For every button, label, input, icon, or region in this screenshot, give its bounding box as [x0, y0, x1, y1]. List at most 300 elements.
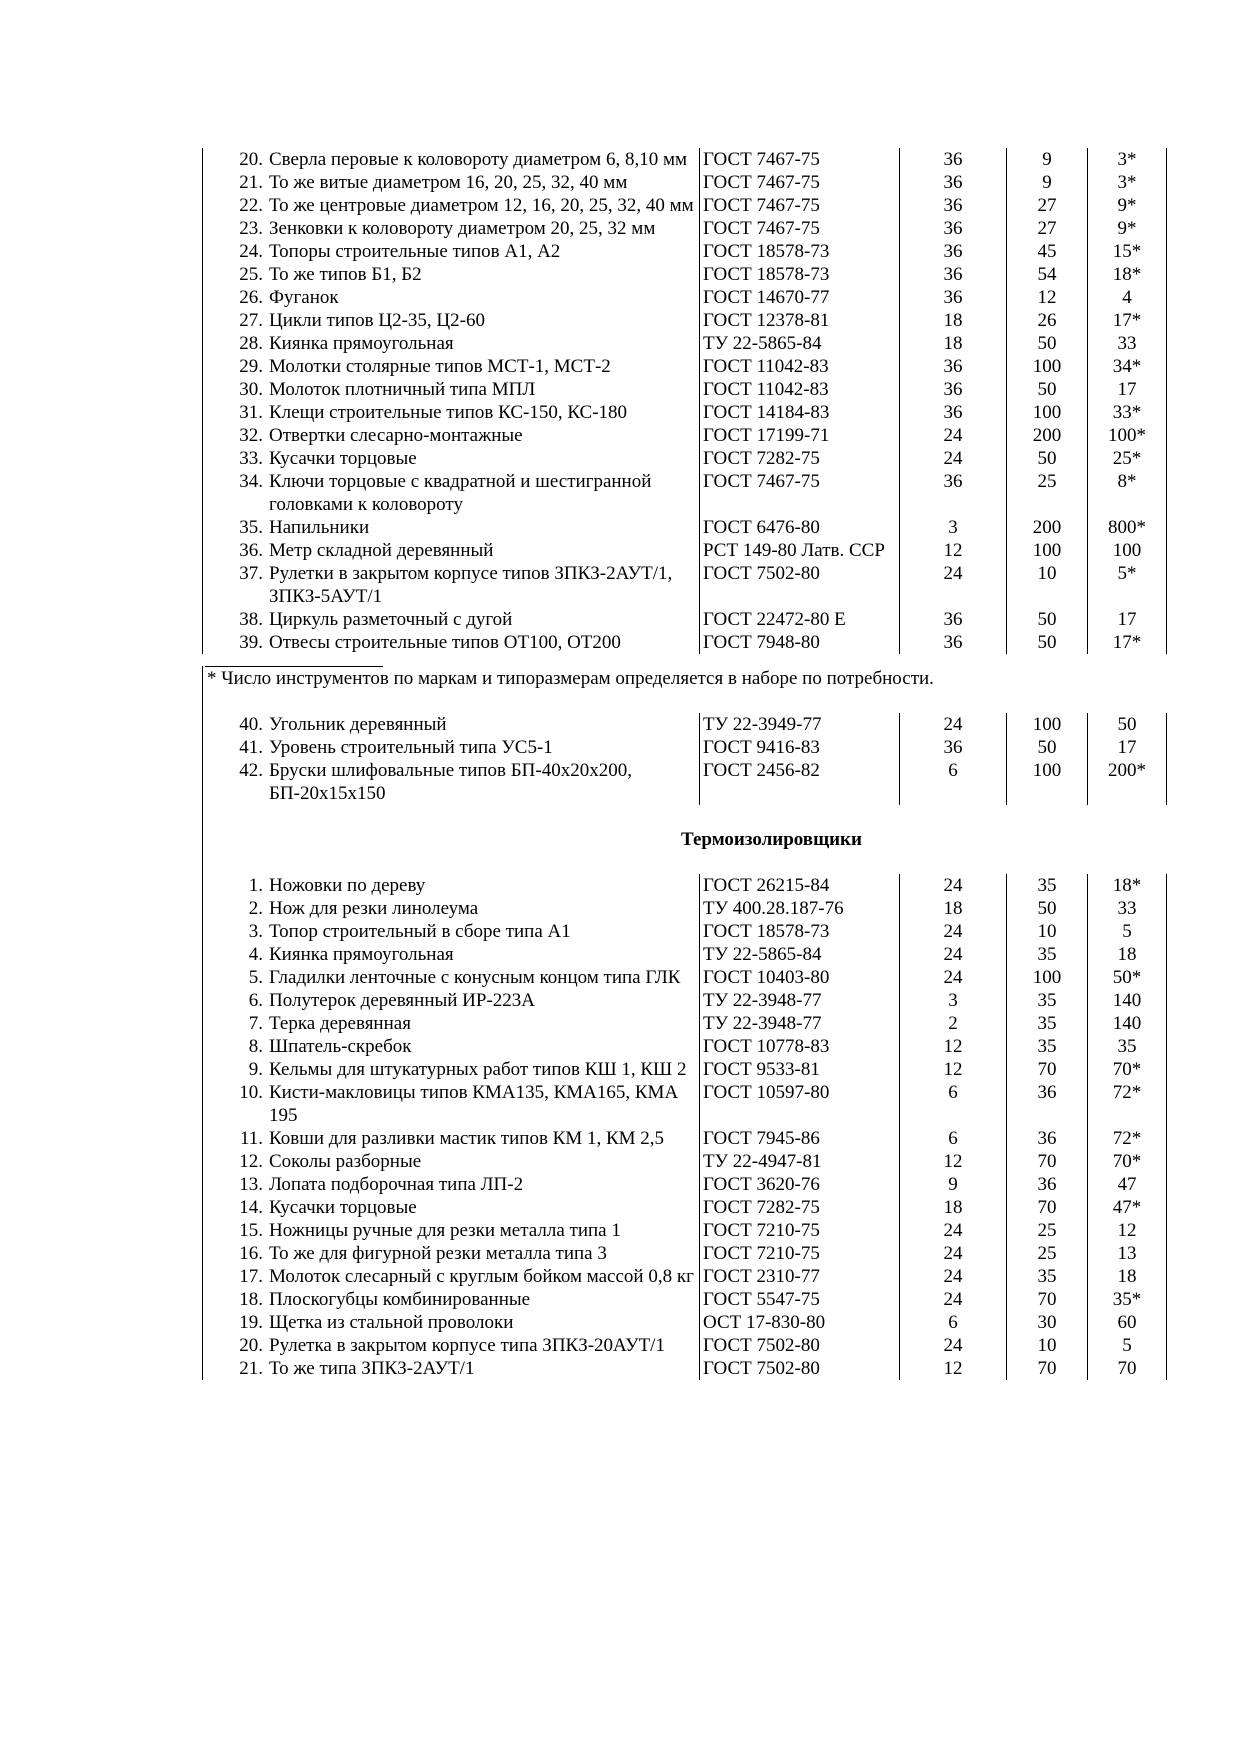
standard-ref: ГОСТ 18578-73: [700, 920, 900, 943]
table-row: [203, 516, 1167, 539]
standard-ref: ГОСТ 7467-75: [700, 148, 900, 171]
standard-ref: ТУ 400.28.187-76: [700, 897, 900, 920]
table-row: [203, 447, 1167, 470]
row-number: 11.: [203, 1127, 270, 1150]
tool-name: Щетка из стальной проволоки: [269, 1312, 514, 1333]
value-col-2: 36: [1007, 1081, 1088, 1127]
table-row: [203, 1219, 1167, 1242]
value-col-3: 17: [1088, 736, 1167, 759]
tool-name: Кельмы для штукатурных работ типов КШ 1, КШ 2: [269, 1059, 687, 1080]
standard-ref: ГОСТ 7210-75: [700, 1219, 900, 1242]
value-col-1: 24: [900, 447, 1007, 470]
value-col-3: 18*: [1088, 874, 1167, 897]
standard-ref: ГОСТ 7467-75: [700, 171, 900, 194]
table-row: [203, 217, 1167, 240]
row-number: 24.: [203, 240, 270, 263]
row-number: 8.: [203, 1035, 270, 1058]
standard-ref: ГОСТ 26215-84: [700, 874, 900, 897]
row-number: 23.: [203, 217, 270, 240]
value-col-1: 9: [900, 1173, 1007, 1196]
standard-ref: ГОСТ 7282-75: [700, 1196, 900, 1219]
row-number: 25.: [203, 263, 270, 286]
standard-ref: ГОСТ 11042-83: [700, 378, 900, 401]
tool-name: Киянка прямоугольная: [269, 944, 454, 965]
value-col-3: 18*: [1088, 263, 1167, 286]
row-number: 30.: [203, 378, 270, 401]
tool-name: Угольник деревянный: [269, 714, 447, 735]
table-row: [203, 1081, 1167, 1127]
table-row: [203, 713, 1167, 736]
value-col-3: 17*: [1088, 631, 1167, 654]
value-col-3: 9*: [1088, 217, 1167, 240]
row-number: 27.: [203, 309, 270, 332]
value-col-2: 70: [1007, 1288, 1088, 1311]
value-col-3: 8*: [1088, 470, 1167, 516]
value-col-1: 36: [900, 171, 1007, 194]
row-number: 38.: [203, 608, 270, 631]
tool-name: Кусачки торцовые: [269, 448, 417, 469]
value-col-1: 36: [900, 608, 1007, 631]
table-row: [203, 1012, 1167, 1035]
table-row: [203, 608, 1167, 631]
value-col-3: 100*: [1088, 424, 1167, 447]
value-col-1: 24: [900, 562, 1007, 608]
value-col-2: 25: [1007, 1219, 1088, 1242]
standard-ref: ГОСТ 12378-81: [700, 309, 900, 332]
value-col-2: 50: [1007, 378, 1088, 401]
standard-ref: ГОСТ 7948-80: [700, 631, 900, 654]
value-col-2: 9: [1007, 171, 1088, 194]
value-col-1: 18: [900, 309, 1007, 332]
table-row: [203, 562, 1167, 608]
row-number: 2.: [203, 897, 270, 920]
value-col-3: 34*: [1088, 355, 1167, 378]
value-col-2: 35: [1007, 1265, 1088, 1288]
value-col-2: 70: [1007, 1196, 1088, 1219]
standard-ref: ГОСТ 2310-77: [700, 1265, 900, 1288]
standard-ref: ТУ 22-5865-84: [700, 943, 900, 966]
row-number: 18.: [203, 1288, 270, 1311]
value-col-1: 2: [900, 1012, 1007, 1035]
table-row: [203, 1311, 1167, 1334]
value-col-3: 800*: [1088, 516, 1167, 539]
value-col-3: 60: [1088, 1311, 1167, 1334]
value-col-2: 9: [1007, 148, 1088, 171]
tools-table-body-3: [203, 874, 1167, 1380]
value-col-3: 5*: [1088, 562, 1167, 608]
table-row: [203, 240, 1167, 263]
tool-name: То же для фигурной резки металла типа 3: [269, 1243, 607, 1264]
table-row: [203, 263, 1167, 286]
value-col-3: 35*: [1088, 1288, 1167, 1311]
table-row: [203, 1058, 1167, 1081]
value-col-2: 100: [1007, 401, 1088, 424]
value-col-1: 6: [900, 1311, 1007, 1334]
value-col-1: 24: [900, 713, 1007, 736]
footnote-block: [202, 666, 1162, 690]
value-col-2: 50: [1007, 608, 1088, 631]
tool-name: Шпатель-скребок: [269, 1036, 412, 1057]
value-col-1: 24: [900, 874, 1007, 897]
table-row: [203, 355, 1167, 378]
standard-ref: ГОСТ 10597-80: [700, 1081, 900, 1127]
value-col-2: 35: [1007, 874, 1088, 897]
value-col-1: 6: [900, 1081, 1007, 1127]
table-row: [203, 631, 1167, 654]
value-col-3: 17*: [1088, 309, 1167, 332]
row-number: 1.: [203, 874, 270, 897]
table-row: [203, 148, 1167, 171]
row-number: 34.: [203, 470, 270, 516]
row-number: 9.: [203, 1058, 270, 1081]
value-col-2: 100: [1007, 759, 1088, 805]
value-col-1: 24: [900, 966, 1007, 989]
table-row: [203, 1334, 1167, 1357]
value-col-2: 50: [1007, 897, 1088, 920]
tool-name: Кисти-макловицы типов КМА135, КМА165, КМА 195: [269, 1082, 679, 1126]
table-row: [203, 470, 1167, 516]
table-row: [203, 1127, 1167, 1150]
value-col-1: 3: [900, 516, 1007, 539]
table-row: [203, 1265, 1167, 1288]
row-number: 36.: [203, 539, 270, 562]
value-col-3: 70*: [1088, 1150, 1167, 1173]
standard-ref: ГОСТ 11042-83: [700, 355, 900, 378]
value-col-1: 36: [900, 263, 1007, 286]
tool-name: Топоры строительные типов А1, А2: [269, 241, 561, 262]
tool-name: То же типа ЗПКЗ-2АУТ/1: [269, 1358, 475, 1379]
table-row: [203, 943, 1167, 966]
tool-name: Полутерок деревянный ИР-223А: [269, 990, 536, 1011]
standard-ref: ГОСТ 14670-77: [700, 286, 900, 309]
value-col-3: 17: [1088, 608, 1167, 631]
value-col-2: 36: [1007, 1173, 1088, 1196]
standard-ref: ГОСТ 6476-80: [700, 516, 900, 539]
row-number: 28.: [203, 332, 270, 355]
value-col-3: 17: [1088, 378, 1167, 401]
table-row: [203, 378, 1167, 401]
value-col-3: 140: [1088, 1012, 1167, 1035]
value-col-3: 47*: [1088, 1196, 1167, 1219]
value-col-1: 12: [900, 1058, 1007, 1081]
standard-ref: ГОСТ 22472-80 Е: [700, 608, 900, 631]
row-number: 20.: [203, 148, 270, 171]
value-col-2: 12: [1007, 286, 1088, 309]
value-col-3: 18: [1088, 1265, 1167, 1288]
value-col-1: 24: [900, 1265, 1007, 1288]
row-number: 42.: [203, 759, 270, 805]
value-col-1: 36: [900, 378, 1007, 401]
value-col-2: 27: [1007, 217, 1088, 240]
tools-table-body-2: [203, 713, 1167, 805]
tool-name: Гладилки ленточные с конусным концом типа ГЛК: [269, 967, 681, 988]
value-col-1: 12: [900, 1150, 1007, 1173]
row-number: 41.: [203, 736, 270, 759]
value-col-2: 50: [1007, 736, 1088, 759]
row-number: 5.: [203, 966, 270, 989]
row-number: 21.: [203, 171, 270, 194]
standard-ref: ГОСТ 17199-71: [700, 424, 900, 447]
tool-name: Плоскогубцы комбинированные: [269, 1289, 531, 1310]
row-number: 31.: [203, 401, 270, 424]
row-number: 3.: [203, 920, 270, 943]
value-col-2: 70: [1007, 1150, 1088, 1173]
table-row: [203, 424, 1167, 447]
value-col-1: 6: [900, 1127, 1007, 1150]
value-col-1: 36: [900, 736, 1007, 759]
row-number: 12.: [203, 1150, 270, 1173]
table-row: [203, 332, 1167, 355]
table-row: [203, 897, 1167, 920]
table-row: [203, 1035, 1167, 1058]
value-col-2: 54: [1007, 263, 1088, 286]
value-col-1: 12: [900, 539, 1007, 562]
row-number: 32.: [203, 424, 270, 447]
value-col-2: 35: [1007, 1012, 1088, 1035]
standard-ref: ГОСТ 5547-75: [700, 1288, 900, 1311]
tool-name: Ножницы ручные для резки металла типа 1: [269, 1220, 621, 1241]
value-col-3: 50: [1088, 713, 1167, 736]
standard-ref: ГОСТ 7502-80: [700, 562, 900, 608]
value-col-3: 13: [1088, 1242, 1167, 1265]
table-row: [203, 1357, 1167, 1380]
tool-name: Напильники: [269, 517, 370, 538]
value-col-2: 35: [1007, 989, 1088, 1012]
value-col-2: 50: [1007, 447, 1088, 470]
value-col-3: 50*: [1088, 966, 1167, 989]
standard-ref: ГОСТ 18578-73: [700, 263, 900, 286]
standard-ref: ТУ 22-5865-84: [700, 332, 900, 355]
value-col-2: 35: [1007, 1035, 1088, 1058]
value-col-1: 12: [900, 1357, 1007, 1380]
standard-ref: ГОСТ 3620-76: [700, 1173, 900, 1196]
standard-ref: ГОСТ 7467-75: [700, 470, 900, 516]
standard-ref: ГОСТ 18578-73: [700, 240, 900, 263]
value-col-3: 47: [1088, 1173, 1167, 1196]
tools-table-body-1: [203, 148, 1167, 654]
tool-name: Молотки столярные типов МСТ-1, МСТ-2: [269, 356, 611, 377]
table-row: [203, 736, 1167, 759]
standard-ref: ТУ 22-3948-77: [700, 1012, 900, 1035]
value-col-1: 36: [900, 355, 1007, 378]
row-number: 29.: [203, 355, 270, 378]
value-col-1: 36: [900, 148, 1007, 171]
value-col-3: 4: [1088, 286, 1167, 309]
value-col-2: 35: [1007, 943, 1088, 966]
tool-name: То же центровые диаметром 12, 16, 20, 25, 32, 40 мм: [269, 195, 694, 216]
tool-name: Метр складной деревянный: [269, 540, 494, 561]
value-col-1: 36: [900, 470, 1007, 516]
tool-name: Топор строительный в сборе типа А1: [269, 921, 571, 942]
tool-name: Циркуль разметочный с дугой: [269, 609, 513, 630]
tool-name: То же витые диаметром 16, 20, 25, 32, 40 мм: [269, 172, 628, 193]
value-col-3: 5: [1088, 920, 1167, 943]
tool-name: Уровень строительный типа УС5-1: [269, 737, 553, 758]
standard-ref: ГОСТ 14184-83: [700, 401, 900, 424]
standard-ref: РСТ 149-80 Латв. ССР: [700, 539, 900, 562]
tool-name: Лопата подборочная типа ЛП-2: [269, 1174, 524, 1195]
row-number: 17.: [203, 1265, 270, 1288]
value-col-2: 25: [1007, 470, 1088, 516]
value-col-1: 24: [900, 1334, 1007, 1357]
spacer: [202, 805, 1162, 828]
value-col-3: 18: [1088, 943, 1167, 966]
standard-ref: ГОСТ 7467-75: [700, 217, 900, 240]
footnote-text: * Число инструментов по маркам и типоразмерам определяется в наборе по потребности.: [207, 668, 934, 689]
standard-ref: ГОСТ 7210-75: [700, 1242, 900, 1265]
row-number: 6.: [203, 989, 270, 1012]
row-number: 37.: [203, 562, 270, 608]
value-col-2: 10: [1007, 920, 1088, 943]
row-number: 21.: [203, 1357, 270, 1380]
value-col-2: 27: [1007, 194, 1088, 217]
value-col-3: 3*: [1088, 148, 1167, 171]
row-number: 4.: [203, 943, 270, 966]
value-col-1: 18: [900, 897, 1007, 920]
value-col-3: 5: [1088, 1334, 1167, 1357]
tools-table-thermal-insulators: [202, 874, 1167, 1380]
value-col-1: 36: [900, 240, 1007, 263]
tool-name: То же типов Б1, Б2: [269, 264, 422, 285]
row-number: 39.: [203, 631, 270, 654]
value-col-3: 3*: [1088, 171, 1167, 194]
standard-ref: ГОСТ 7467-75: [700, 194, 900, 217]
table-row: [203, 539, 1167, 562]
standard-ref: ГОСТ 2456-82: [700, 759, 900, 805]
table-row: [203, 194, 1167, 217]
tool-name: Отвертки слесарно-монтажные: [269, 425, 523, 446]
tool-name: Нож для резки линолеума: [269, 898, 479, 919]
value-col-3: 33: [1088, 897, 1167, 920]
value-col-3: 9*: [1088, 194, 1167, 217]
row-number: 22.: [203, 194, 270, 217]
value-col-3: 15*: [1088, 240, 1167, 263]
value-col-1: 24: [900, 1242, 1007, 1265]
tool-name: Терка деревянная: [269, 1013, 411, 1034]
value-col-2: 45: [1007, 240, 1088, 263]
row-number: 15.: [203, 1219, 270, 1242]
value-col-1: 18: [900, 1196, 1007, 1219]
table-row: [203, 286, 1167, 309]
row-number: 7.: [203, 1012, 270, 1035]
standard-ref: ГОСТ 9533-81: [700, 1058, 900, 1081]
value-col-2: 50: [1007, 631, 1088, 654]
row-number: 35.: [203, 516, 270, 539]
value-col-1: 18: [900, 332, 1007, 355]
value-col-1: 6: [900, 759, 1007, 805]
table-row: [203, 966, 1167, 989]
value-col-1: 24: [900, 943, 1007, 966]
value-col-1: 36: [900, 286, 1007, 309]
value-col-2: 30: [1007, 1311, 1088, 1334]
tool-name: Рулетки в закрытом корпусе типов ЗПКЗ-2АУТ/1, ЗПКЗ-5АУТ/1: [269, 563, 673, 607]
tool-name: Зенковки к коловороту диаметром 20, 25, 32 мм: [269, 218, 656, 239]
tool-name: Рулетка в закрытом корпусе типа ЗПКЗ-20АУТ/1: [269, 1335, 665, 1356]
standard-ref: ГОСТ 10403-80: [700, 966, 900, 989]
table-row: [203, 920, 1167, 943]
standard-ref: ГОСТ 9416-83: [700, 736, 900, 759]
tool-name: Ключи торцовые с квадратной и шестигранной головками к коловороту: [269, 471, 652, 515]
table-row: [203, 1242, 1167, 1265]
value-col-3: 12: [1088, 1219, 1167, 1242]
table-row: [203, 1288, 1167, 1311]
document-page: [202, 148, 1162, 1380]
value-col-2: 10: [1007, 562, 1088, 608]
row-number: 14.: [203, 1196, 270, 1219]
table-row: [203, 1196, 1167, 1219]
value-col-3: 72*: [1088, 1127, 1167, 1150]
value-col-1: 3: [900, 989, 1007, 1012]
table-row: [203, 874, 1167, 897]
row-number: 20.: [203, 1334, 270, 1357]
value-col-1: 36: [900, 631, 1007, 654]
table-row: [203, 309, 1167, 332]
standard-ref: ТУ 22-4947-81: [700, 1150, 900, 1173]
value-col-2: 10: [1007, 1334, 1088, 1357]
value-col-1: 12: [900, 1035, 1007, 1058]
tools-table-part-2: [202, 713, 1167, 805]
standard-ref: ГОСТ 10778-83: [700, 1035, 900, 1058]
value-col-2: 36: [1007, 1127, 1088, 1150]
row-number: 16.: [203, 1242, 270, 1265]
tool-name: Бруски шлифовальные типов БП-40х20х200, БП-20х15х150: [269, 760, 632, 804]
value-col-1: 24: [900, 1288, 1007, 1311]
value-col-1: 36: [900, 194, 1007, 217]
row-number: 40.: [203, 713, 270, 736]
row-number: 33.: [203, 447, 270, 470]
standard-ref: ТУ 22-3949-77: [700, 713, 900, 736]
value-col-1: 36: [900, 217, 1007, 240]
value-col-3: 200*: [1088, 759, 1167, 805]
tool-name: Сверла перовые к коловороту диаметром 6, 8,10 мм: [269, 149, 687, 170]
tool-name: Ковши для разливки мастик типов КМ 1, КМ 2,5: [269, 1128, 665, 1149]
value-col-3: 72*: [1088, 1081, 1167, 1127]
value-col-3: 70: [1088, 1357, 1167, 1380]
value-col-2: 70: [1007, 1058, 1088, 1081]
tool-name: Цикли типов Ц2-35, Ц2-60: [269, 310, 485, 331]
value-col-2: 200: [1007, 516, 1088, 539]
tools-table-part-1: [202, 148, 1167, 654]
value-col-2: 100: [1007, 355, 1088, 378]
tool-name: Соколы разборные: [269, 1151, 422, 1172]
value-col-3: 35: [1088, 1035, 1167, 1058]
spacer: [202, 690, 1162, 713]
table-row: [203, 989, 1167, 1012]
row-number: 13.: [203, 1173, 270, 1196]
value-col-2: 70: [1007, 1357, 1088, 1380]
value-col-2: 100: [1007, 713, 1088, 736]
table-row: [203, 401, 1167, 424]
spacer: [202, 851, 1162, 874]
tool-name: Ножовки по дереву: [269, 875, 426, 896]
tool-name: Фуганок: [269, 287, 339, 308]
value-col-2: 100: [1007, 966, 1088, 989]
value-col-3: 100: [1088, 539, 1167, 562]
tool-name: Молоток слесарный с круглым бойком массой 0,8 кг: [269, 1266, 694, 1287]
tool-name: Отвесы строительные типов ОТ100, ОТ200: [269, 632, 621, 653]
value-col-2: 50: [1007, 332, 1088, 355]
standard-ref: ГОСТ 7282-75: [700, 447, 900, 470]
standard-ref: ГОСТ 7945-86: [700, 1127, 900, 1150]
value-col-1: 24: [900, 1219, 1007, 1242]
value-col-3: 33: [1088, 332, 1167, 355]
value-col-2: 26: [1007, 309, 1088, 332]
value-col-2: 200: [1007, 424, 1088, 447]
table-row: [203, 1150, 1167, 1173]
value-col-1: 24: [900, 920, 1007, 943]
row-number: 26.: [203, 286, 270, 309]
value-col-3: 25*: [1088, 447, 1167, 470]
